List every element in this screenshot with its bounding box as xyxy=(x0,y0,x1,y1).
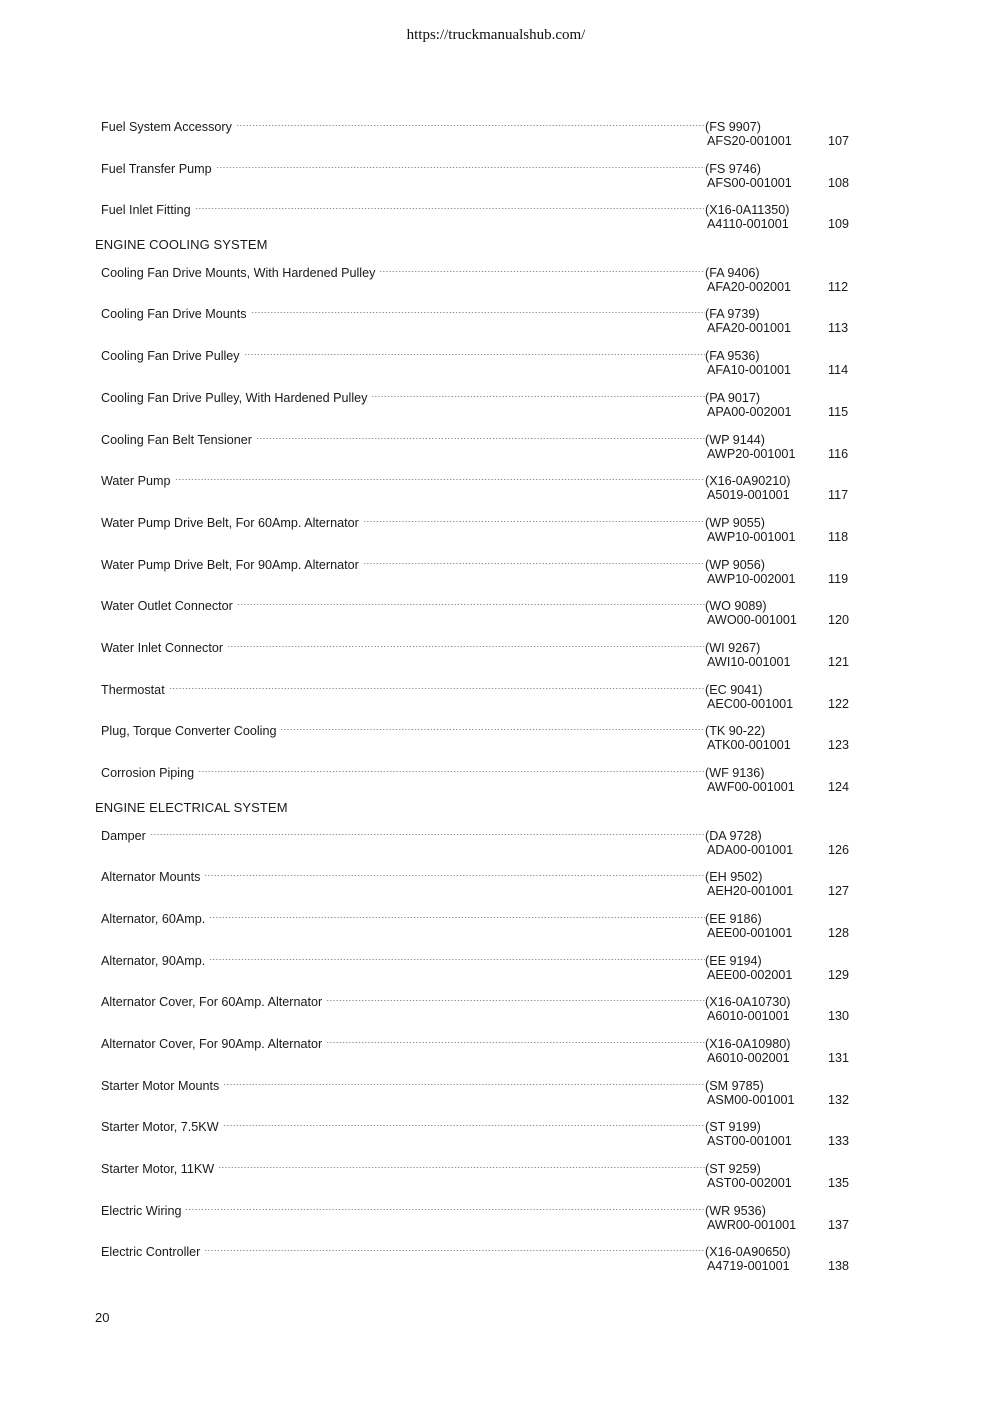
toc-entry[interactable] xyxy=(95,589,855,631)
entry-ref-code: (ST 9199) xyxy=(705,1120,761,1135)
entry-page-number[interactable]: 119 xyxy=(828,571,849,586)
dot-leader xyxy=(223,1069,705,1090)
entry-ref-code: (WP 9056) xyxy=(705,557,765,572)
dot-leader xyxy=(244,339,705,360)
entry-title: Starter Motor, 11KW xyxy=(101,1162,215,1177)
dot-leader xyxy=(363,506,705,527)
entry-doc-code: APA00-002001 xyxy=(707,404,792,419)
toc-entry[interactable] xyxy=(95,1236,855,1278)
site-url[interactable]: https://truckmanualshub.com/ xyxy=(406,27,586,43)
entry-page-number[interactable]: 117 xyxy=(828,488,849,503)
entry-doc-code: AST00-002001 xyxy=(707,1176,792,1191)
entry-title: Water Pump xyxy=(101,474,171,489)
toc-entry[interactable] xyxy=(95,110,855,152)
entry-doc-code: AWI10-001001 xyxy=(707,654,791,669)
dot-leader xyxy=(198,756,705,777)
toc-entry[interactable] xyxy=(95,548,855,590)
entry-doc-code: AFS00-001001 xyxy=(707,175,792,190)
dot-leader xyxy=(195,193,705,214)
entry-page-number[interactable]: 108 xyxy=(828,175,850,190)
entry-title: Damper xyxy=(101,828,146,843)
entry-ref-code: (X16-0A90210) xyxy=(705,474,791,489)
entry-ref-code: (SM 9785) xyxy=(705,1078,764,1093)
entry-ref-code: (X16-0A10730) xyxy=(705,995,791,1010)
entry-page-number[interactable]: 107 xyxy=(828,133,850,148)
entry-doc-code: A4110-001001 xyxy=(707,217,789,232)
entry-ref-code: (FS 9907) xyxy=(705,119,761,134)
entry-ref-code: (X16-0A11350) xyxy=(705,203,790,218)
entry-doc-code: AFA20-002001 xyxy=(707,279,792,294)
toc-entry[interactable] xyxy=(95,819,855,861)
toc-entry[interactable] xyxy=(95,860,855,902)
entry-doc-code: AWP20-001001 xyxy=(707,446,796,461)
toc-entry[interactable] xyxy=(95,298,855,340)
entry-page-number[interactable]: 120 xyxy=(828,613,850,628)
toc-entry[interactable] xyxy=(95,381,855,423)
toc-entry[interactable] xyxy=(95,152,855,194)
entry-page-number[interactable]: 133 xyxy=(828,1134,850,1149)
entry-doc-code: AST00-001001 xyxy=(707,1134,792,1149)
entry-doc-code: ADA00-001001 xyxy=(707,842,794,857)
dot-leader xyxy=(169,673,705,694)
page-number: 20 xyxy=(95,1310,110,1325)
dot-leader xyxy=(218,1152,705,1173)
section-heading: ENGINE ELECTRICAL SYSTEM xyxy=(95,799,288,815)
entry-page-number[interactable]: 127 xyxy=(828,884,850,899)
entry-page-number[interactable]: 138 xyxy=(828,1259,850,1274)
dot-leader xyxy=(204,1236,705,1257)
entry-title: Alternator Cover, For 90Amp. Alternator xyxy=(101,1036,323,1051)
entry-doc-code: A6010-002001 xyxy=(707,1050,790,1065)
entry-doc-code: ATK00-001001 xyxy=(707,738,791,753)
section-heading: ENGINE COOLING SYSTEM xyxy=(95,237,268,253)
dot-leader xyxy=(227,631,705,652)
entry-ref-code: (EC 9041) xyxy=(705,682,763,697)
entry-ref-code: (EE 9194) xyxy=(705,953,762,968)
entry-doc-code: AFA10-001001 xyxy=(707,363,792,378)
dot-leader xyxy=(379,256,705,277)
toc-entry[interactable] xyxy=(95,464,855,506)
entry-title: Alternator Cover, For 60Amp. Alternator xyxy=(101,995,323,1010)
toc-entry[interactable] xyxy=(95,902,855,944)
entry-page-number[interactable]: 128 xyxy=(828,925,850,940)
entry-page-number[interactable]: 109 xyxy=(828,217,850,232)
entry-page-number[interactable]: 129 xyxy=(828,967,850,982)
entry-title: Alternator Mounts xyxy=(101,870,201,885)
toc-entry[interactable] xyxy=(95,256,855,298)
entry-doc-code: AFA20-001001 xyxy=(707,321,792,336)
entry-title: Alternator, 60Amp. xyxy=(101,911,206,926)
entry-title: Water Pump Drive Belt, For 60Amp. Alternator xyxy=(101,515,359,530)
entry-page-number[interactable]: 123 xyxy=(828,738,850,753)
entry-page-number[interactable]: 137 xyxy=(828,1217,850,1232)
toc-entry[interactable] xyxy=(95,985,855,1027)
entry-ref-code: (TK 90-22) xyxy=(705,724,766,739)
entry-ref-code: (WR 9536) xyxy=(705,1203,766,1218)
entry-page-number[interactable]: 115 xyxy=(828,404,849,419)
toc-entry[interactable] xyxy=(95,423,855,465)
entry-title: Plug, Torque Converter Cooling xyxy=(101,724,277,739)
entry-page-number[interactable]: 113 xyxy=(828,321,849,336)
entry-ref-code: (X16-0A90650) xyxy=(705,1245,791,1260)
entry-page-number[interactable]: 112 xyxy=(828,279,849,294)
entry-ref-code: (FA 9739) xyxy=(705,307,760,322)
entry-title: Starter Motor Mounts xyxy=(101,1078,220,1093)
entry-doc-code: AWP10-002001 xyxy=(707,571,796,586)
toc-entry[interactable] xyxy=(95,944,855,986)
entry-title: Electric Wiring xyxy=(101,1203,182,1218)
entry-title: Fuel System Accessory xyxy=(101,119,232,134)
entry-page-number[interactable]: 116 xyxy=(828,446,849,461)
toc-entry[interactable] xyxy=(95,193,855,235)
entry-doc-code: AEC00-001001 xyxy=(707,696,794,711)
entry-doc-code: AWO00-001001 xyxy=(707,613,797,628)
entry-page-number[interactable]: 118 xyxy=(828,529,849,544)
dot-leader xyxy=(209,902,705,923)
entry-doc-code: AWR00-001001 xyxy=(707,1217,797,1232)
dot-leader xyxy=(363,548,705,569)
entry-title: Fuel Transfer Pump xyxy=(101,161,212,176)
entry-page-number[interactable]: 135 xyxy=(828,1176,850,1191)
entry-title: Thermostat xyxy=(101,682,165,697)
toc-entry[interactable] xyxy=(95,1152,855,1194)
entry-title: Fuel Inlet Fitting xyxy=(101,203,191,218)
dot-leader xyxy=(251,298,705,319)
entry-title: Alternator, 90Amp. xyxy=(101,953,206,968)
entry-title: Water Pump Drive Belt, For 90Amp. Alternator xyxy=(101,557,359,572)
entry-ref-code: (FS 9746) xyxy=(705,161,761,176)
entry-page-number[interactable]: 132 xyxy=(828,1092,850,1107)
entry-doc-code: A4719-001001 xyxy=(707,1259,790,1274)
entry-title: Water Outlet Connector xyxy=(101,599,233,614)
dot-leader xyxy=(326,985,705,1006)
entry-page-number[interactable]: 122 xyxy=(828,696,850,711)
entry-doc-code: AWF00-001001 xyxy=(707,780,795,794)
entry-doc-code: AFS20-001001 xyxy=(707,133,792,148)
entry-ref-code: (FA 9536) xyxy=(705,349,760,364)
entry-doc-code: A6010-001001 xyxy=(707,1009,790,1024)
dot-leader xyxy=(236,110,705,131)
entry-ref-code: (WO 9089) xyxy=(705,599,767,614)
entry-page-number[interactable]: 114 xyxy=(828,363,849,378)
entry-doc-code: AEE00-001001 xyxy=(707,925,793,940)
entry-title: Electric Controller xyxy=(101,1245,201,1260)
entry-title: Cooling Fan Drive Pulley, With Hardened Pulley xyxy=(101,390,368,405)
dot-leader xyxy=(216,152,705,173)
entry-title: Water Inlet Connector xyxy=(101,640,224,655)
dot-leader xyxy=(175,464,705,485)
toc-entry[interactable] xyxy=(95,756,855,798)
dot-leader xyxy=(150,819,705,840)
table-of-contents xyxy=(95,110,855,1277)
toc-entry[interactable] xyxy=(95,339,855,381)
entry-ref-code: (X16-0A10980) xyxy=(705,1036,791,1051)
entry-page-number[interactable]: 121 xyxy=(828,654,850,669)
dot-leader xyxy=(237,589,705,610)
entry-doc-code: AEE00-002001 xyxy=(707,967,793,982)
entry-ref-code: (PA 9017) xyxy=(705,390,761,405)
toc-entry[interactable] xyxy=(95,1111,855,1153)
entry-ref-code: (DA 9728) xyxy=(705,828,762,843)
toc-entry[interactable] xyxy=(95,1027,855,1069)
entry-ref-code: (WI 9267) xyxy=(705,640,761,655)
entry-title: Cooling Fan Drive Pulley xyxy=(101,349,240,364)
toc-entry[interactable] xyxy=(95,631,855,673)
dot-leader xyxy=(280,714,705,735)
dot-leader xyxy=(223,1111,705,1132)
entry-ref-code: (WF 9136) xyxy=(705,766,765,780)
entry-page-number[interactable]: 126 xyxy=(828,842,850,857)
entry-doc-code: A5019-001001 xyxy=(707,488,790,503)
entry-ref-code: (WP 9144) xyxy=(705,432,765,447)
dot-leader xyxy=(256,423,705,444)
entry-title: Starter Motor, 7.5KW xyxy=(101,1120,219,1135)
entry-page-number[interactable]: 124 xyxy=(828,780,850,794)
entry-title: Cooling Fan Belt Tensioner xyxy=(101,432,252,447)
entry-doc-code: ASM00-001001 xyxy=(707,1092,795,1107)
entry-title: Cooling Fan Drive Mounts xyxy=(101,307,247,322)
entry-title: Corrosion Piping xyxy=(101,766,195,780)
toc-entry[interactable] xyxy=(95,1194,855,1236)
dot-leader xyxy=(371,381,705,402)
dot-leader xyxy=(209,944,705,965)
entry-title: Cooling Fan Drive Mounts, With Hardened Pulley xyxy=(101,265,376,280)
dot-leader xyxy=(204,860,705,881)
toc-entry[interactable] xyxy=(95,673,855,715)
entry-page-number[interactable]: 131 xyxy=(828,1050,850,1065)
entry-ref-code: (EH 9502) xyxy=(705,870,763,885)
toc-entry[interactable] xyxy=(95,714,855,756)
dot-leader xyxy=(326,1027,705,1048)
entry-ref-code: (EE 9186) xyxy=(705,911,762,926)
toc-entry[interactable] xyxy=(95,506,855,548)
entry-doc-code: AEH20-001001 xyxy=(707,884,794,899)
entry-doc-code: AWP10-001001 xyxy=(707,529,796,544)
toc-entry[interactable] xyxy=(95,1069,855,1111)
entry-ref-code: (WP 9055) xyxy=(705,515,765,530)
dot-leader xyxy=(185,1194,705,1215)
entry-page-number[interactable]: 130 xyxy=(828,1009,850,1024)
entry-ref-code: (ST 9259) xyxy=(705,1162,761,1177)
entry-ref-code: (FA 9406) xyxy=(705,265,760,280)
